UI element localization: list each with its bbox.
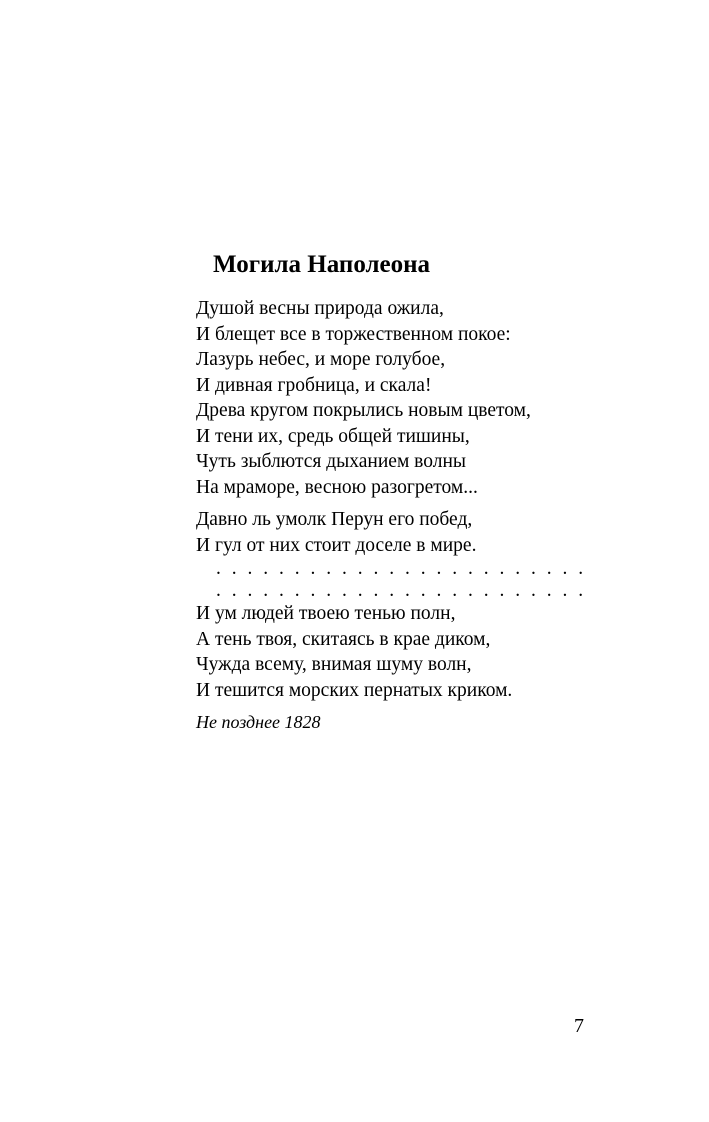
poem-line: И тешится морских пернатых криком. — [196, 679, 513, 701]
omission-dots: . . . . . . . . . . . . . . . . . . . . . . . . — [216, 558, 587, 579]
poem-line: Душой весны природа ожила, — [196, 298, 444, 319]
poem-line: Чужда всему, внимая шуму волн, — [196, 654, 472, 675]
poem-date: Не позднее 1828 — [196, 712, 321, 732]
page-number: 7 — [574, 1015, 584, 1037]
stanza-2 — [196, 507, 676, 602]
poem-line: Лазурь небес, и море голубое, — [196, 349, 446, 370]
poem-line: На мраморе, весною разогретом... — [196, 476, 478, 498]
stanza-1 — [196, 296, 676, 500]
poem-line: Древа кругом покрылись новым цветом, — [196, 400, 531, 421]
poem-line: Давно ль умолк Перун его побед, — [196, 509, 473, 530]
poem-line: А тень твоя, скитаясь в крае диком, — [196, 628, 491, 650]
poem-line: И ум людей твоею тенью полн, — [196, 603, 456, 624]
omission-dots: . . . . . . . . . . . . . . . . . . . . . . . . — [216, 580, 587, 601]
stanza-3 — [196, 601, 676, 703]
poem-line: Чуть зыблются дыханием волны — [196, 451, 467, 472]
poem-line: И гул от них стоит доселе в мире. — [196, 534, 477, 556]
poem-line: И тени их, средь общей тишины, — [196, 425, 470, 447]
poem-line: И блещет все в торжественном покое: — [196, 323, 511, 345]
poem-line: И дивная гробница, и скала! — [196, 374, 432, 396]
poem-title: Могила Наполеона — [213, 251, 431, 278]
